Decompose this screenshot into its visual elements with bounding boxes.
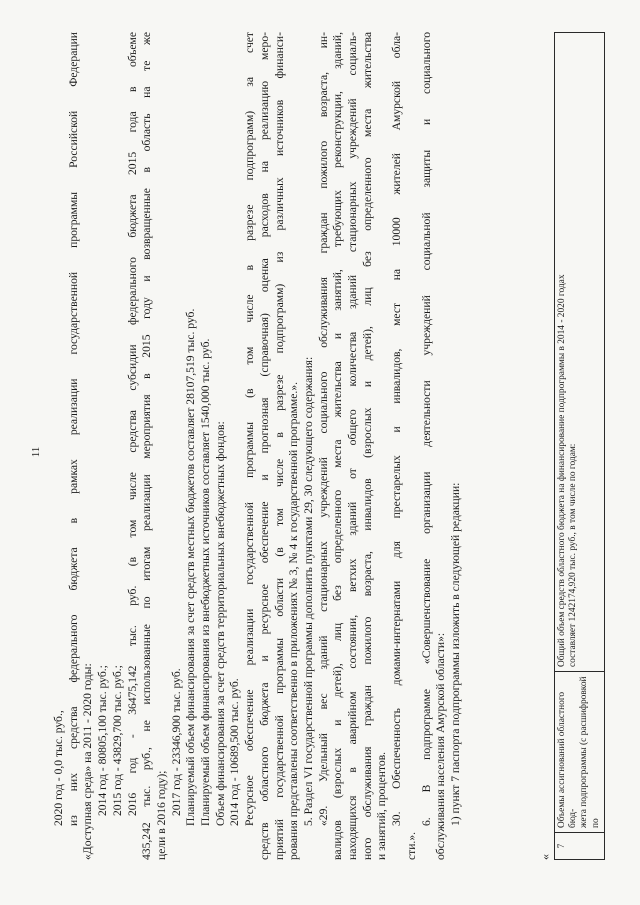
text-line: «29. Удельный вес зданий стационарных учреждений социального обслуживания граждан пожилого возраста, ин- — [316, 32, 330, 826]
text-line: 2016 год - 36475,142 тыс. руб. (в том числе средства субсидии федерального бюджета 2015 года в объеме — [125, 32, 139, 816]
text-line: приятий государственной программы области (в том числе в разрезе подпрограмм) из различных источников финанси- — [272, 32, 286, 860]
text-line: 30. Обеспеченность домами-интернатами для престарелых и инвалидов, мест на 10000 жителей Амурской обла- — [390, 32, 404, 826]
quote-mark: « — [538, 854, 552, 860]
text-line: 2015 год - 43829,700 тыс. руб.; — [110, 665, 124, 816]
text-line: 5. Раздел VI государственной программы дополнить пунктами 29, 30 следующего содержания: — [301, 356, 315, 826]
label-cell — [555, 672, 605, 833]
text-line: цели в 2016 году); — [154, 770, 168, 860]
text-line: 1) пункт 7 паспорта подпрограммы изложить в следующей редакции: — [448, 482, 462, 826]
text-line: «Доступная среда» на 2011 - 2020 годы: — [81, 663, 95, 860]
text-line: сти.». — [404, 831, 418, 860]
document-body — [52, 32, 464, 860]
text-line: валидов (взрослых и детей), лиц без определенного места жительства и занятий, требующих реконструкции, зданий, — [331, 32, 345, 860]
text-line: Планируемый объем финансирования из внебюджетных источников составляет 1540,000 тыс. руб. — [199, 338, 213, 826]
text-line: Объем финансирования за счет средств территориальных внебюджетных фондов: — [213, 421, 227, 826]
table-row — [555, 33, 605, 860]
text-line: и занятий, процентов. — [375, 751, 389, 860]
value-cell — [555, 33, 605, 672]
text-line: ного обслуживания граждан пожилого возраста, инвалидов (взрослых и детей), лиц без определенного места жительства — [360, 32, 374, 860]
text-line: средств областного бюджета и ресурсное обеспечение и прогнозная (справочная) оценка расходов на реализацию меро- — [257, 32, 271, 860]
value-line: Общий объем средств областного бюджета на финансирование подпрограммы в 2014 - 2020 годах — [557, 274, 567, 667]
text-line: 2014 год - 10689,500 тыс. руб. — [228, 678, 242, 826]
text-line: рования представлены соответственно в приложениях № 3, № 4 к государственной программе.». — [287, 381, 301, 860]
row-number-cell: 7 — [555, 833, 605, 860]
text-line: Планируемый объем финансирования за счет средств местных бюджетов составляет 28107,519 тыс. руб. — [184, 308, 198, 826]
rotated-content — [8, 12, 620, 892]
text-line: 2020 год - 0,0 тыс. руб., — [52, 710, 65, 826]
text-line: из них средства федерального бюджета в рамках реализации государственной программы Российской Федерации — [66, 32, 80, 826]
page-number: 11 — [30, 446, 42, 458]
text-line: 435,242 тыс. руб., не использованные по итогам реализации мероприятия в 2015 году и возвращенные в область на те же — [140, 32, 154, 860]
text-line: 2014 год - 80805,100 тыс. руб.; — [96, 665, 110, 816]
text-line: 6. В подпрограмме «Совершенствование организации деятельности учреждений социальной защиты и социального — [419, 32, 433, 826]
text-line: 2017 год - 23346,900 тыс. руб. — [169, 668, 183, 816]
passport-table — [554, 32, 605, 860]
text-line: обслуживания населения Амурской области»: — [434, 632, 448, 860]
text-line: находящихся в аварийном состоянии, ветхих зданий от общего количества зданий стационарных учреждений социаль- — [346, 32, 360, 860]
label-line: жета подпрограммы (с расшифровкой по — [579, 676, 601, 828]
label-line: Объемы ассигнований областного бюд- — [557, 691, 579, 828]
value-line: составляет 1242174,920 тыс. руб., в том числе по годам: — [568, 443, 579, 667]
text-line: Ресурсное обеспечение реализации государственной программы (в том числе в разрезе подпрограмм) за счет — [243, 32, 257, 826]
